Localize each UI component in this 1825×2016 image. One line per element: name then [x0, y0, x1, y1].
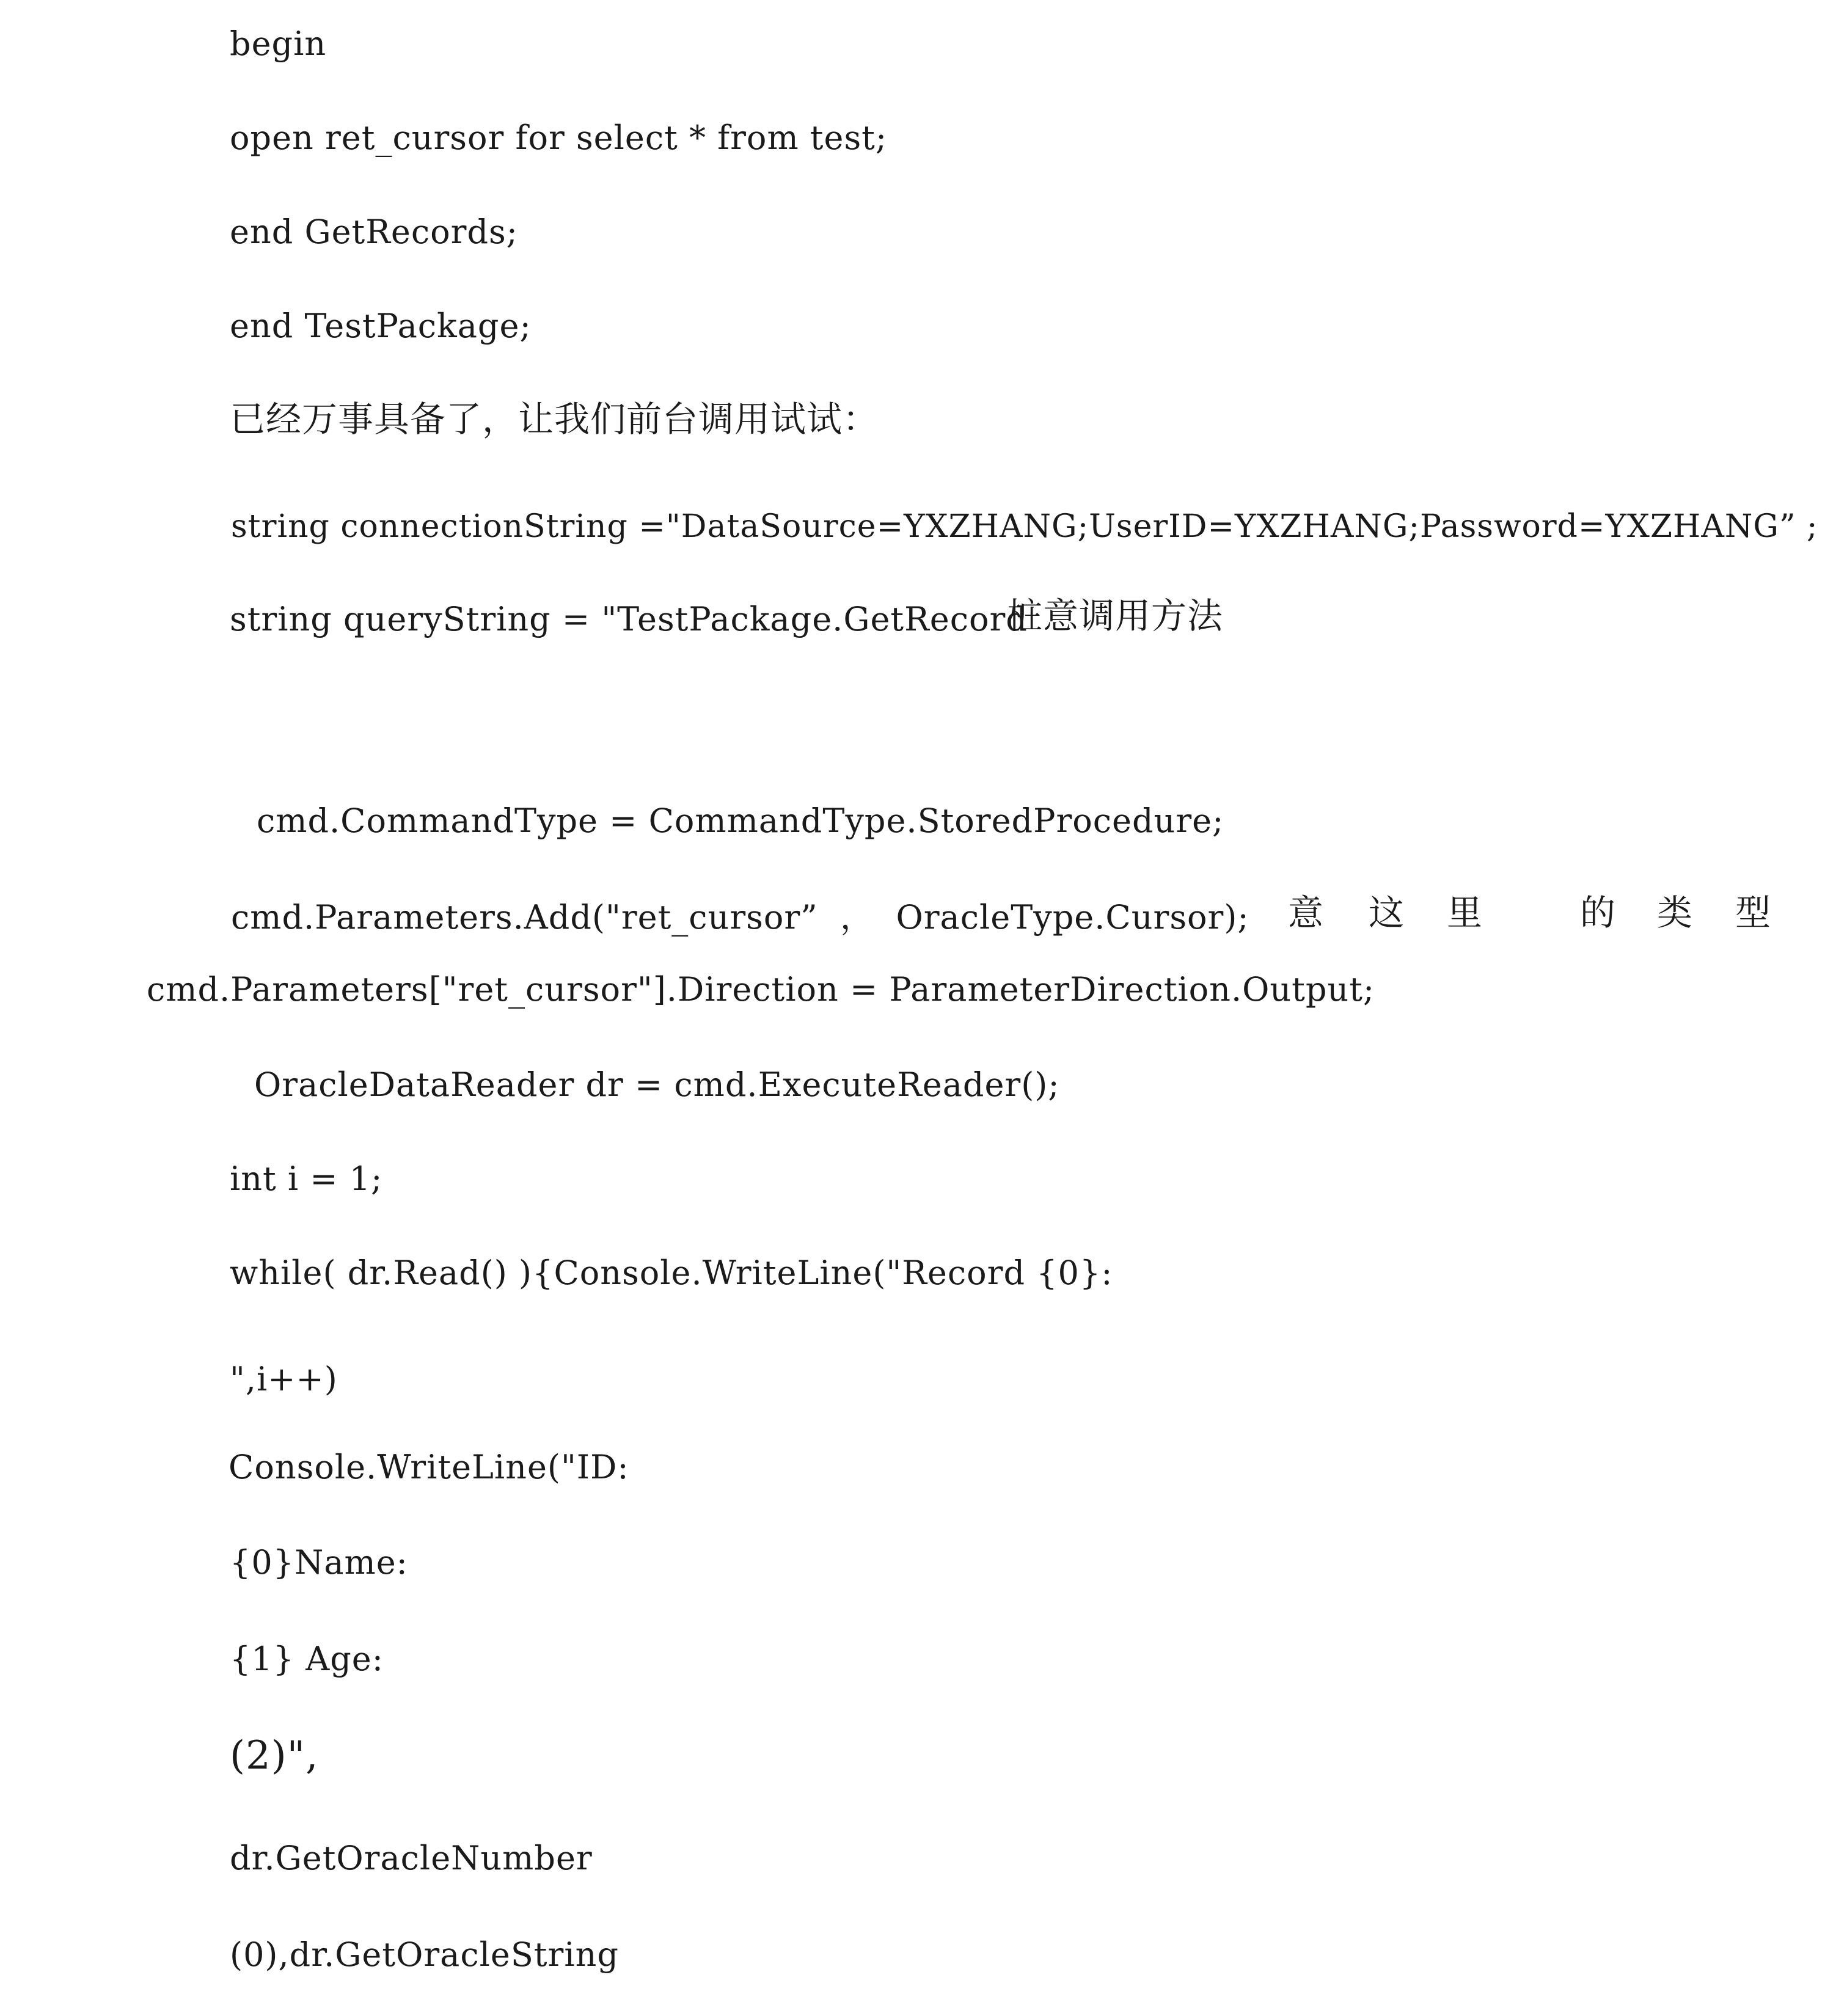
code-line-console-id: Console.WriteLine("ID: — [229, 1448, 629, 1486]
code-line-query-string: string queryString = "TestPackage.GetRecord — [230, 600, 1028, 638]
code-line-while-read: while( dr.Read() ){Console.WriteLine("Record {0}: — [230, 1254, 1113, 1292]
code-line-get-oracle-string: (0),dr.GetOracleString — [230, 1935, 619, 1974]
code-line-begin: begin — [230, 24, 327, 63]
body-text-intro: 已经万事具备了，让我们前台调用试试： — [230, 398, 879, 440]
code-line-placeholder-2: (2)", — [230, 1733, 319, 1778]
code-line-open-cursor: open ret_cursor for select * from test; — [230, 119, 888, 157]
code-line-get-oracle-number: dr.GetOracleNumber — [230, 1839, 593, 1877]
note-char-6: 型 — [1735, 892, 1771, 933]
code-line-parameters-add: cmd.Parameters.Add("ret_cursor” ， OracleType.Cursor); — [231, 898, 1249, 937]
code-line-age: {1} Age: — [230, 1640, 384, 1678]
note-char-2: 这 — [1369, 892, 1405, 933]
note-char-4: 的 — [1580, 892, 1616, 933]
code-line-execute-reader: OracleDataReader dr = cmd.ExecuteReader(); — [254, 1065, 1060, 1104]
code-line-name: {0}Name: — [230, 1543, 408, 1582]
body-text-call-method: 桩意调用方法 — [1007, 595, 1224, 637]
code-line-i-increment: ",i++) — [230, 1360, 338, 1398]
code-line-end-getrecords: end GetRecords; — [230, 213, 518, 251]
note-char-5: 类 — [1657, 892, 1693, 933]
note-char-1: 意 — [1288, 892, 1324, 933]
code-line-int-i: int i = 1; — [230, 1160, 383, 1198]
code-line-command-type: cmd.CommandType = CommandType.StoredProcedure; — [257, 802, 1224, 840]
code-line-end-testpackage: end TestPackage; — [230, 307, 532, 345]
note-char-3: 里 — [1447, 892, 1483, 933]
code-line-connection-string: string connectionString ="DataSource=YXZHANG;UserID=YXZHANG;Password=YXZHANG” ; — [231, 508, 1818, 545]
code-line-direction: cmd.Parameters["ret_cursor"].Direction = ParameterDirection.Output; — [147, 970, 1375, 1009]
